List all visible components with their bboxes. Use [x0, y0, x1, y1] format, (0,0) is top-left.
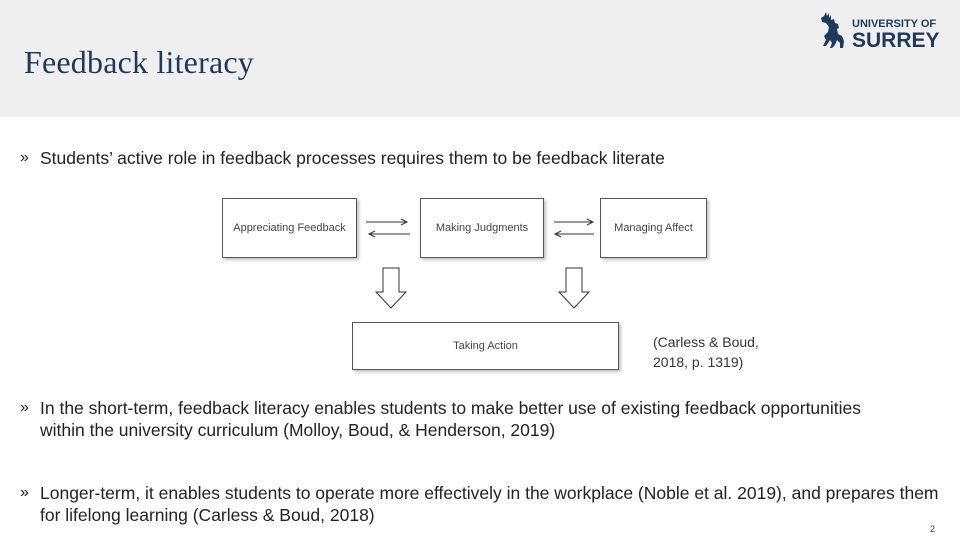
- bullet-2: [20, 397, 900, 441]
- slide-header: [0, 0, 960, 117]
- bullet-text: Students’ active role in feedback processes requires them to be feedback literate: [40, 148, 665, 168]
- slide-title: Feedback literacy: [24, 44, 254, 80]
- bullet-marker: »: [20, 399, 29, 416]
- diagram-citation: (Carless & Boud, 2018, p. 1319): [653, 334, 759, 370]
- bullet-marker: »: [20, 149, 29, 166]
- logo-line-2: SURREY: [852, 29, 940, 52]
- box-making-judgments: Making Judgments: [420, 198, 544, 258]
- logo-line-1: UNIVERSITY OF: [852, 18, 937, 30]
- feedback-literacy-diagram: [220, 196, 710, 374]
- bullet-text: In the short-term, feedback literacy enables students to make better use of existing feedback opportunities within the university curriculum (Molloy, Boud, & Henderson, 2019): [40, 398, 862, 440]
- bullet-text: Longer-term, it enables students to operate more effectively in the workplace (Noble et al. 2019), and prepares them for lifelong learning (Carless & Boud, 2018): [40, 483, 939, 525]
- bullet-marker: »: [20, 484, 29, 501]
- university-logo: [816, 10, 944, 54]
- bullet-1: [20, 147, 920, 169]
- box-taking-action: Taking Action: [352, 322, 619, 370]
- box-managing-affect: Managing Affect: [600, 198, 707, 258]
- box-appreciating-feedback: Appreciating Feedback: [222, 198, 357, 258]
- bullet-3: [20, 482, 940, 526]
- page-number: 2: [930, 524, 936, 534]
